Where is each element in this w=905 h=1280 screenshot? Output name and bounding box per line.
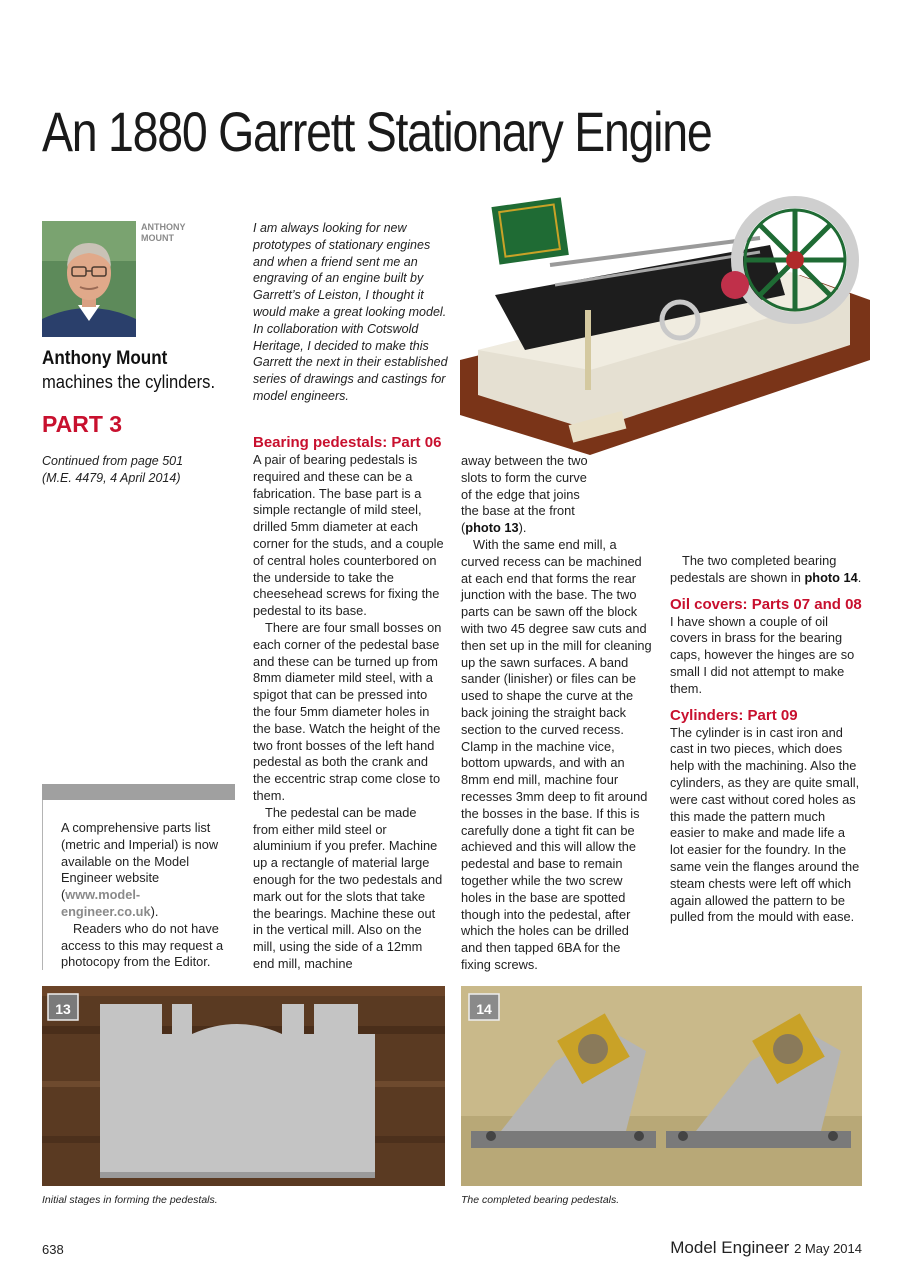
paragraph: The cylinder is in cast iron and cast in two pieces, which does help with the machining. Also the cylinders, as they are quite small, were cast without cored holes as this made the pattern much easier to make and made life a lot easier for the foundry. In the same vein the flanges around the steam chests were left off which again allowed the pattern to be pulled from the mould with ease. [670, 724, 860, 925]
website-link[interactable]: www.model-engineer.co.uk [61, 887, 151, 919]
continued-note: Continued from page 501 (M.E. 4479, 4 April 2014) [42, 454, 184, 485]
issue-date: 2 May 2014 [794, 1241, 862, 1256]
author-tag: ANTHONY MOUNT [141, 222, 186, 243]
paragraph: The two completed bearing pedestals are shown in photo 14. [670, 553, 862, 585]
heading-oil-covers: Oil covers: Parts 07 and 08 [670, 595, 862, 613]
page-number: 638 [42, 1242, 64, 1257]
text-column-1 [253, 434, 445, 973]
photo-13-caption: Initial stages in forming the pedestals. [42, 1194, 218, 1206]
text-column-2 [461, 453, 653, 974]
parts-list-sidebar [61, 820, 231, 971]
paragraph: I have shown a couple of oil covers in brass for the bearing caps, however the hinges are so small I did not attempt to make them. [670, 613, 855, 696]
paragraph: Readers who do not have access to this may request a photocopy from the Editor. [61, 920, 224, 970]
paragraph: The pedestal can be made from either mild steel or aluminium if you prefer. Machine up a rectangle of material large enough for the two pedestals and mark out for the slots that take the bearings. Machine these out in the vertical mill. Also on the mill, using the side of a 12mm end mill, machine [253, 804, 443, 971]
photo-13 [42, 986, 445, 1186]
paragraph: With the same end mill, a curved recess can be machined at each end that forms the rear junction with the base. The two parts can be sawn off the block with two 45 degree saw cuts and then set up in the mill for cleaning up the sawn surfaces. A band sander (linisher) or files can be used to shape the curve at the back joining the straight back section to the curved recess. Clamp in the machine vice, bottom upwards, and with an 8mm end mill, machine four recesses 3mm deep to fit around the bosses in the base. If this is carefully done a tight fit can be achieved and this will allow the pedestal and base to remain together while the two screw holes in the base are spotted though into the pedestal, after which the holes can be drilled and then tapped 6BA for the fixing screws. [461, 536, 652, 972]
paragraph: A comprehensive parts list (metric and Imperial) is now available on the Model Engineer website (www.model-engineer.co.uk). [61, 820, 219, 919]
sidebar-rule [42, 800, 43, 970]
photo-13-reference: photo 13 [465, 520, 519, 536]
heading-cylinders: Cylinders: Part 09 [670, 706, 798, 724]
author-subtitle: machines the cylinders. [42, 372, 216, 392]
text-column-3 [670, 553, 862, 926]
intro-paragraph: I am always looking for new prototypes of stationary engines and when a friend sent me an engraving of an engine built by Garrett’s of Leiston, I thought it would make a great looking model. In collaboration with Cotswold Heritage, I decided to make this Garrett the next in their established series of drawings and castings for model engineers. [253, 221, 448, 403]
engine-photo [440, 190, 870, 455]
heading-bearing-pedestals: Bearing pedestals: Part 06 [253, 434, 442, 451]
author-name: Anthony Mount [42, 348, 168, 369]
photo-14-reference: photo 14 [804, 569, 858, 585]
article-title: An 1880 Garrett Stationary Engine [42, 100, 712, 163]
photo-14-caption: The completed bearing pedestals. [461, 1194, 620, 1206]
magazine-footer [670, 1237, 862, 1260]
photo-14 [461, 986, 862, 1186]
part-label: PART 3 [42, 411, 123, 437]
sidebar-header-bar [42, 784, 235, 800]
photo-14-badge: 14 [476, 1001, 492, 1017]
paragraph: There are four small bosses on each corner of the pedestal base and these can be turned up from 8mm diameter mild steel, with a spigot that can be pressed into the four 5mm diameter holes in the base. Watch the height of the two front bosses of the left hand pedestal as both the crank and the eccentric strap come close to them. [253, 619, 442, 803]
paragraph: away between the two slots to form the curve of the edge that joins the base at the front (photo 13). [461, 453, 588, 536]
author-portrait [42, 221, 136, 337]
magazine-name: Model Engineer [670, 1238, 790, 1257]
photo-13-badge: 13 [55, 1001, 71, 1017]
paragraph: A pair of bearing pedestals is required and these can be a fabrication. The base part is a simple rectangle of mild steel, drilled 5mm diameter at each corner for the studs, and a couple of central holes counterbored on the underside to take the cheesehead screws for fixing the pedestal to its base. [253, 452, 444, 619]
